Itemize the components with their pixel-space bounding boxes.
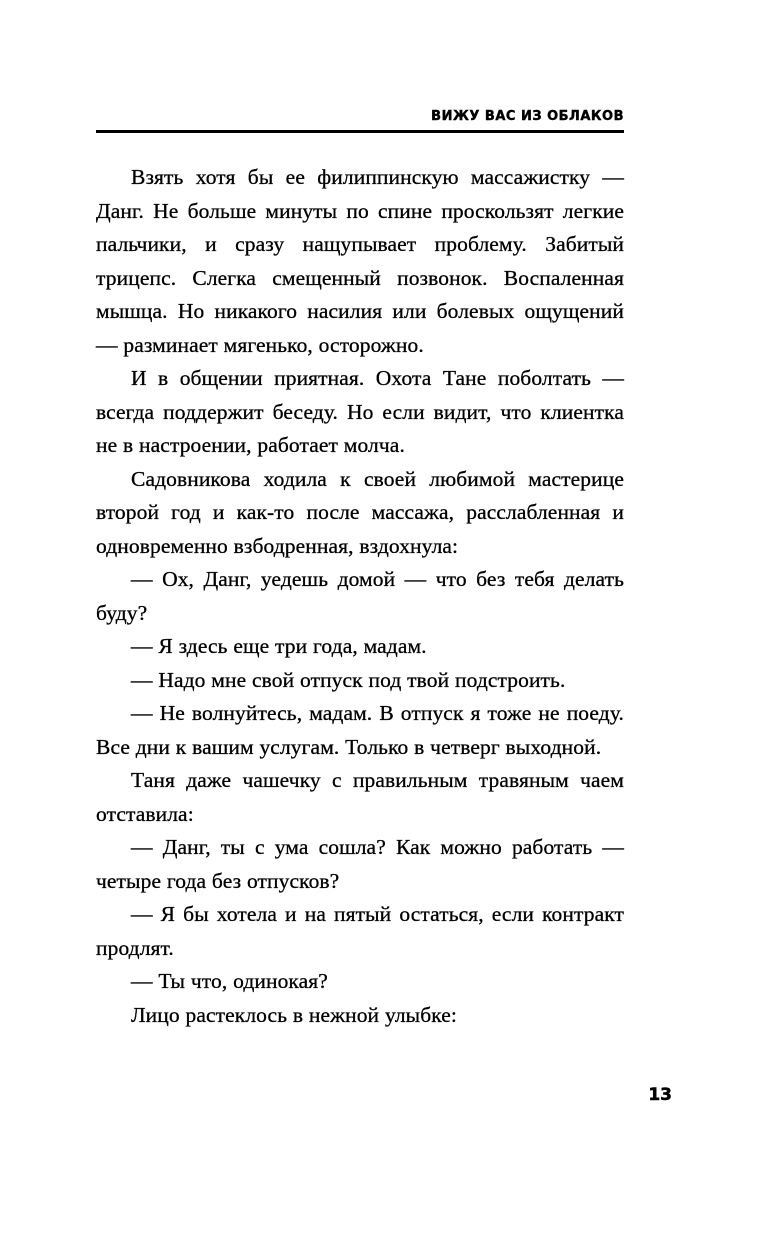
paragraph: — Я здесь еще три года, мадам. bbox=[131, 634, 427, 658]
paragraph: — Ты что, одинокая? bbox=[131, 969, 328, 993]
page-number: 13 bbox=[648, 1085, 672, 1105]
paragraph: — Ох, Данг, уедешь домой — что без тебя делать буду? bbox=[96, 567, 624, 625]
paragraph: Садовникова ходила к своей любимой мастерице второй год и как-то после массажа, расслабленная и одновременно взбодренная, вздохнула: bbox=[96, 466, 624, 558]
paragraph: — Надо мне свой отпуск под твой подстроить. bbox=[131, 667, 566, 692]
page-text-block bbox=[96, 110, 624, 1032]
paragraph: Лицо растеклось в нежной улыбке: bbox=[131, 1002, 457, 1027]
paragraph: Таня даже чашечку с правильным травяным чаем отставила: bbox=[96, 768, 624, 826]
paragraph: — Не волнуйтесь, мадам. В отпуск я тоже не поеду. Все дни к вашим услугам. Только в четверг выходной. bbox=[96, 701, 624, 759]
paragraph: И в общении приятная. Охота Тане поболтать — всегда поддержит беседу. Но если видит, что клиентка не в настроении, работает молча. bbox=[96, 366, 624, 457]
running-head: ВИЖУ ВАС ИЗ ОБЛАКОВ bbox=[431, 109, 624, 124]
paragraph: Взять хотя бы ее филиппинскую массажистку — Данг. Не больше минуты по спине проскользят легкие пальчики, и сразу нащупывает проблему. Забитый трицепс. Слегка смещенный позвонок. Воспаленная мышца. Но никакого насилия или болевых ощущений — разминает мягенько, осторожно. bbox=[96, 165, 624, 357]
header-rule bbox=[96, 130, 624, 133]
paragraph: — Данг, ты с ума сошла? Как можно работать — четыре года без отпусков? bbox=[96, 835, 624, 893]
paragraph: — Я бы хотела и на пятый остаться, если контракт продлят. bbox=[96, 902, 624, 960]
